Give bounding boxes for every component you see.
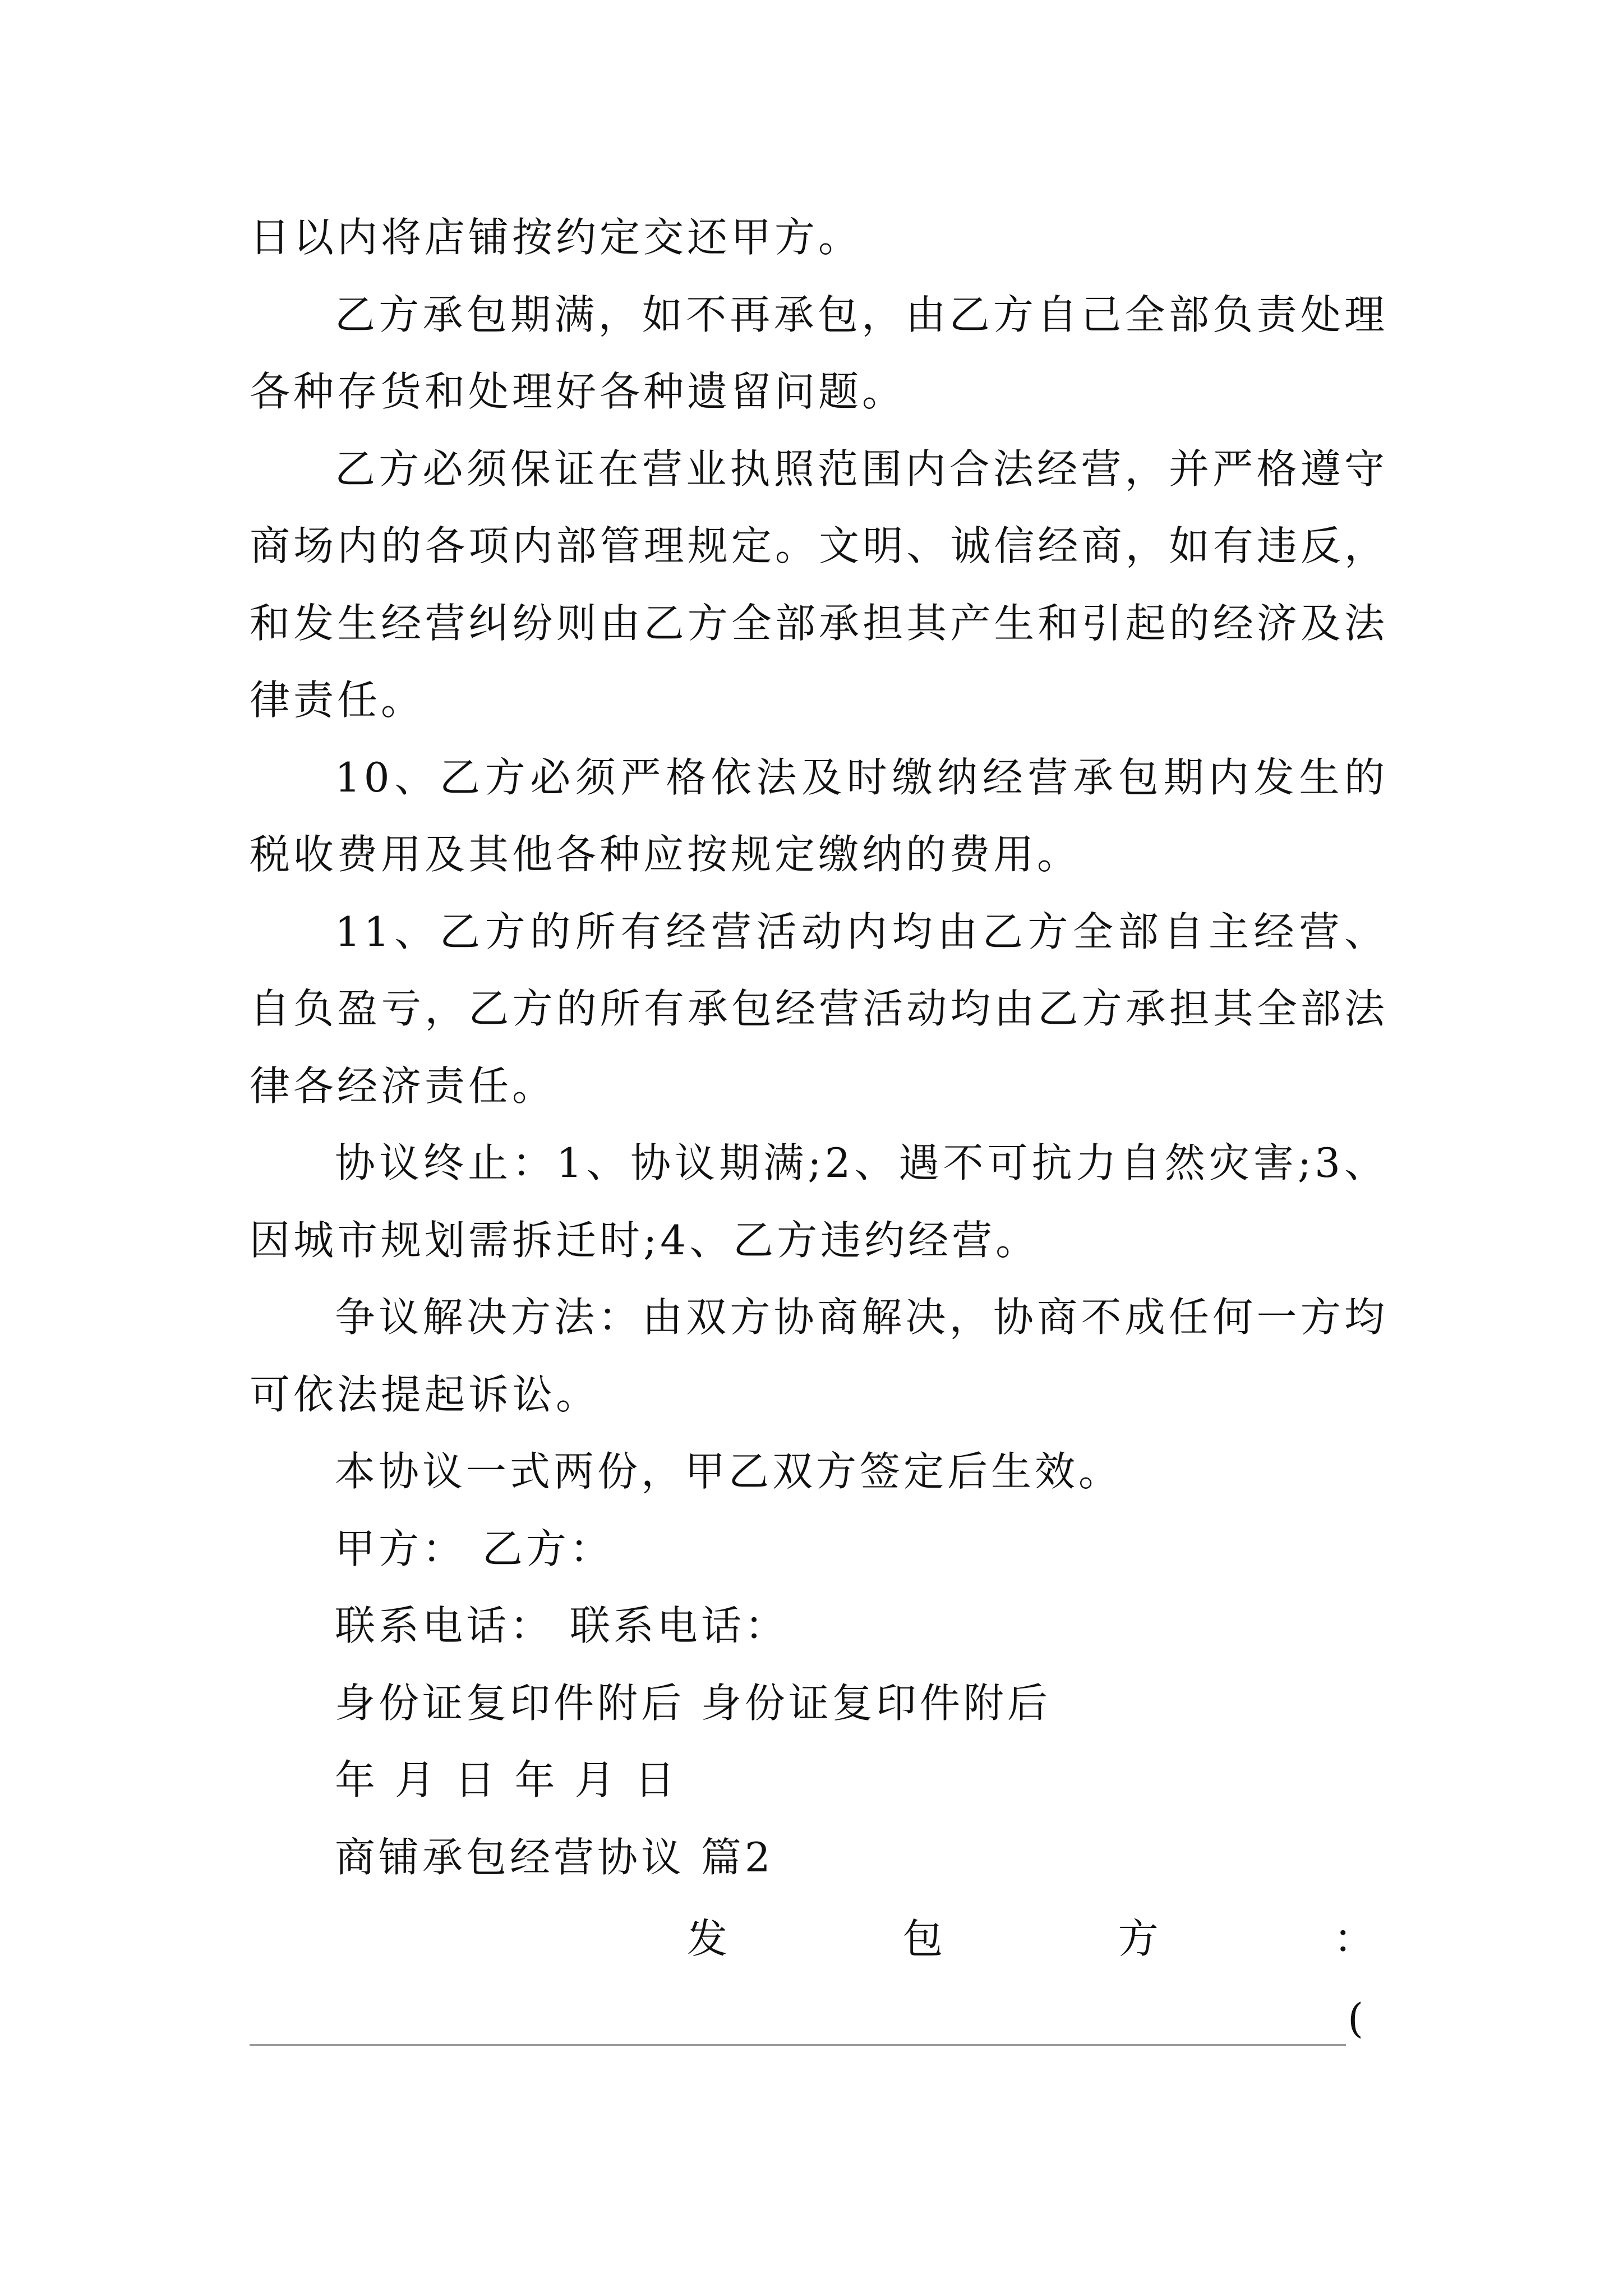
- open-parenthesis: (: [1348, 1995, 1364, 2042]
- contractor-label: [687, 1901, 1374, 1977]
- fill-in-blank-line: [250, 2044, 1346, 2046]
- paragraph-clause-10-taxes: 10、乙方必须严格依法及时缴纳经营承包期内发生的税收费用及其他各种应按规定缴纳的费用。: [250, 753, 1388, 878]
- section-heading-part-2: 商铺承包经营协议 篇2: [335, 1833, 774, 1881]
- paragraph-copies: 本协议一式两份，甲乙双方签定后生效。: [335, 1448, 1123, 1495]
- paragraph-dispute-resolution: 争议解决方法：由双方协商解决，协商不成任何一方均可依法提起诉讼。: [250, 1294, 1388, 1418]
- signature-parties: 甲方： 乙方：: [335, 1525, 614, 1572]
- contractor-label-char: 方: [1118, 1915, 1159, 1962]
- contractor-blank-row: [250, 1980, 1382, 2057]
- contractor-label-colon: ：: [1333, 1915, 1374, 1962]
- signature-id-copies: 身份证复印件附后 身份证复印件附后: [335, 1679, 1051, 1727]
- paragraph-termination: 协议终止：1、协议期满;2、遇不可抗力自然灾害;3、因城市规划需拆迁时;4、乙方违约经营。: [250, 1139, 1388, 1264]
- paragraph-return-shop: 日以内将店铺按约定交还甲方。: [250, 214, 863, 261]
- signature-phones: 联系电话： 联系电话：: [335, 1602, 789, 1649]
- contractor-label-char: 包: [902, 1915, 943, 1962]
- signature-dates: 年 月 日 年 月 日: [335, 1756, 679, 1803]
- paragraph-contract-expiry: 乙方承包期满，如不再承包，由乙方自己全部负责处理各种存货和处理好各种遗留问题。: [250, 291, 1388, 415]
- document-body: [250, 199, 1388, 1896]
- paragraph-clause-11-self-operation: 11、乙方的所有经营活动内均由乙方全部自主经营、自负盈亏，乙方的所有承包经营活动均由乙方承担其全部法律各经济责任。: [250, 908, 1388, 1110]
- contractor-label-char: 发: [687, 1915, 728, 1962]
- paragraph-legal-operation: 乙方必须保证在营业执照范围内合法经营，并严格遵守商场内的各项内部管理规定。文明、诚信经商，如有违反，和发生经营纠纷则由乙方全部承担其产生和引起的经济及法律责任。: [250, 445, 1388, 724]
